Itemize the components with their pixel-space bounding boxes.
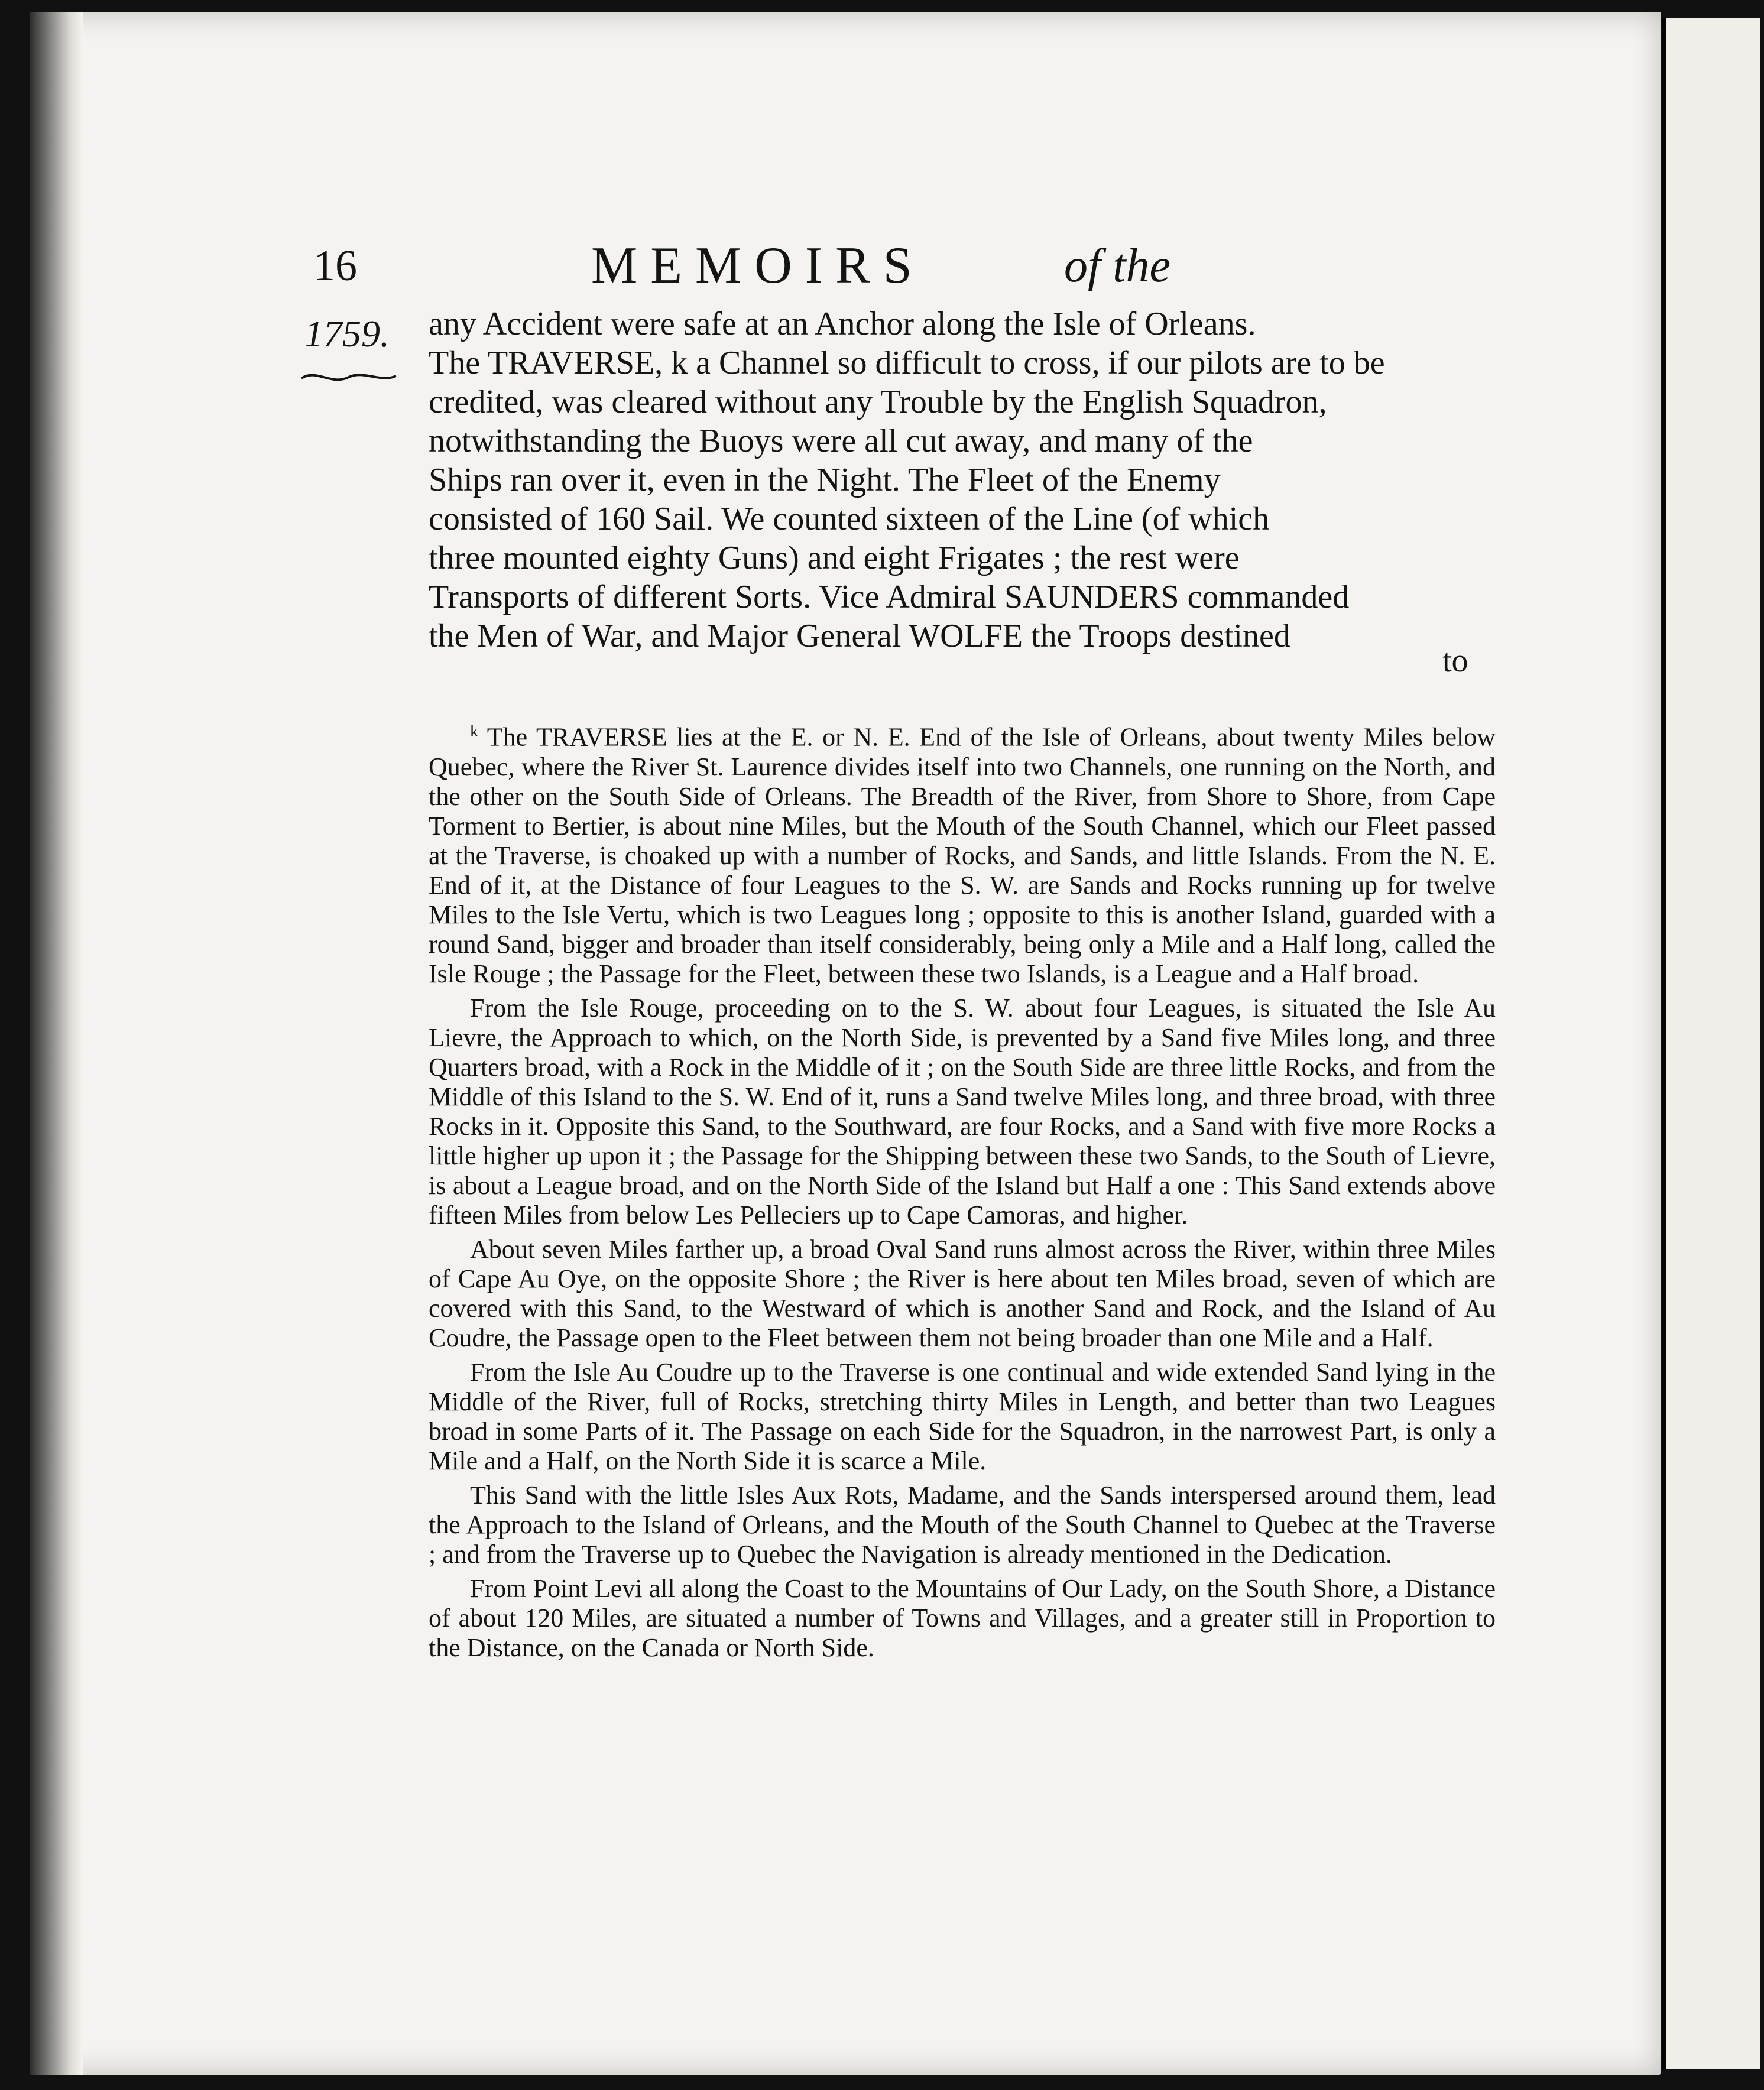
catchword: to	[1442, 642, 1468, 679]
body-line: Ships ran over it, even in the Night. The Fleet of the Enemy	[429, 462, 1221, 498]
body-line: The TRAVERSE, k a Channel so difficult to cross, if our pilots are to be	[429, 345, 1385, 381]
page-title: MEMOIRS	[591, 237, 925, 294]
year-flourish-ornament	[299, 365, 399, 389]
footnote-paragraph: This Sand with the little Isles Aux Rots, Madame, and the Sands interspersed around them, lead the Approach to the Island of Orleans, and the Mouth of the South Channel to Quebec at the Traverse ; and from the Traverse up to Quebec the Navigation is already mentioned in the Dedication.	[429, 1480, 1496, 1569]
margin-year: 1759.	[304, 313, 390, 355]
body-line: the Men of War, and Major General WOLFE the Troops destined	[429, 618, 1290, 654]
body-line: notwithstanding the Buoys were all cut away, and many of the	[429, 423, 1253, 459]
body-line: consisted of 160 Sail. We counted sixteen of the Line (of which	[429, 501, 1270, 537]
main-text	[429, 304, 1493, 655]
footnote-paragraph: From the Isle Rouge, proceeding on to the S. W. about four Leagues, is situated the Isle Au Lievre, the Approach to which, on the North Side, is prevented by a Sand five Miles long, and three Quarters broad, with a Rock in the Middle of it ; on the South Side are three little Rocks, and from the Middle of this Island to the S. W. End of it, runs a Sand twelve Miles long, and three broad, with three Rocks in it. Opposite this Sand, to the Southward, are four Rocks, and a Sand with five more Rocks a little higher up upon it ; the Passage for the Shipping between these two Sands, to the South of Lievre, is about a League broad, and on the North Side of the Island but Half a one : This Sand extends above fifteen Miles from below Les Pelleciers up to Cape Camoras, and higher.	[429, 993, 1496, 1229]
footnote-paragraph: About seven Miles farther up, a broad Oval Sand runs almost across the River, within three Miles of Cape Au Oye, on the opposite Shore ; the River is here about ten Miles broad, seven of which are covered with this Sand, to the Westward of which is another Sand and Rock, and the Island of Au Coudre, the Passage open to the Fleet between them not being broader than one Mile and a Half.	[429, 1234, 1496, 1352]
footnote-marker: k	[470, 722, 478, 741]
body-line: any Accident were safe at an Anchor along the Isle of Orleans.	[429, 306, 1256, 342]
body-line: Transports of different Sorts. Vice Admiral SAUNDERS commanded	[429, 579, 1350, 615]
facing-page-edge	[1662, 18, 1760, 2069]
page-title-suffix: of the	[1064, 240, 1170, 292]
body-line: three mounted eighty Guns) and eight Frigates ; the rest were	[429, 540, 1240, 576]
footnote-text: The TRAVERSE lies at the E. or N. E. End of the Isle of Orleans, about twenty Miles below Quebec, where the River St. Laurence divides itself into two Channels, one running on the North, and the other on the South Side of Orleans. The Breadth of the River, from Shore to Shore, from Cape Torment to Bertier, is about nine Miles, but the Mouth of the South Channel, which our Fleet passed at the Traverse, is choaked up with a number of Rocks, and Sands, and little Islands. From the N. E. End of it, at the Distance of four Leagues to the S. W. are Sands and Rocks running up for twelve Miles to the Isle Vertu, which is two Leagues long ; opposite to this is another Island, guarded with a round Sand, bigger and broader than itself considerably, being only a Mile and a Half long, called the Isle Rouge ; the Passage for the Fleet, between these two Islands, is a League and a Half broad.	[429, 722, 1496, 988]
footnote-paragraph: From the Isle Au Coudre up to the Traverse is one continual and wide extended Sand lying in the Middle of the River, full of Rocks, stretching thirty Miles in Length, and better than two Leagues broad in some Parts of it. The Passage on each Side for the Squadron, in the narrowest Part, is only a Mile and a Half, on the North Side it is scarce a Mile.	[429, 1357, 1496, 1475]
footnote-paragraph: From Point Levi all along the Coast to the Mountains of Our Lady, on the South Shore, a Distance of about 120 Miles, are situated a number of Towns and Villages, and a greater still in Proportion to the Distance, on the Canada or North Side.	[429, 1573, 1496, 1662]
footnote-paragraph	[429, 717, 1496, 989]
running-head	[278, 233, 1496, 304]
body-line: credited, was cleared without any Trouble by the English Squadron,	[429, 384, 1327, 420]
footnote-block	[429, 717, 1496, 1667]
page-gutter-shadow	[30, 12, 83, 2075]
page-number: 16	[313, 242, 357, 290]
